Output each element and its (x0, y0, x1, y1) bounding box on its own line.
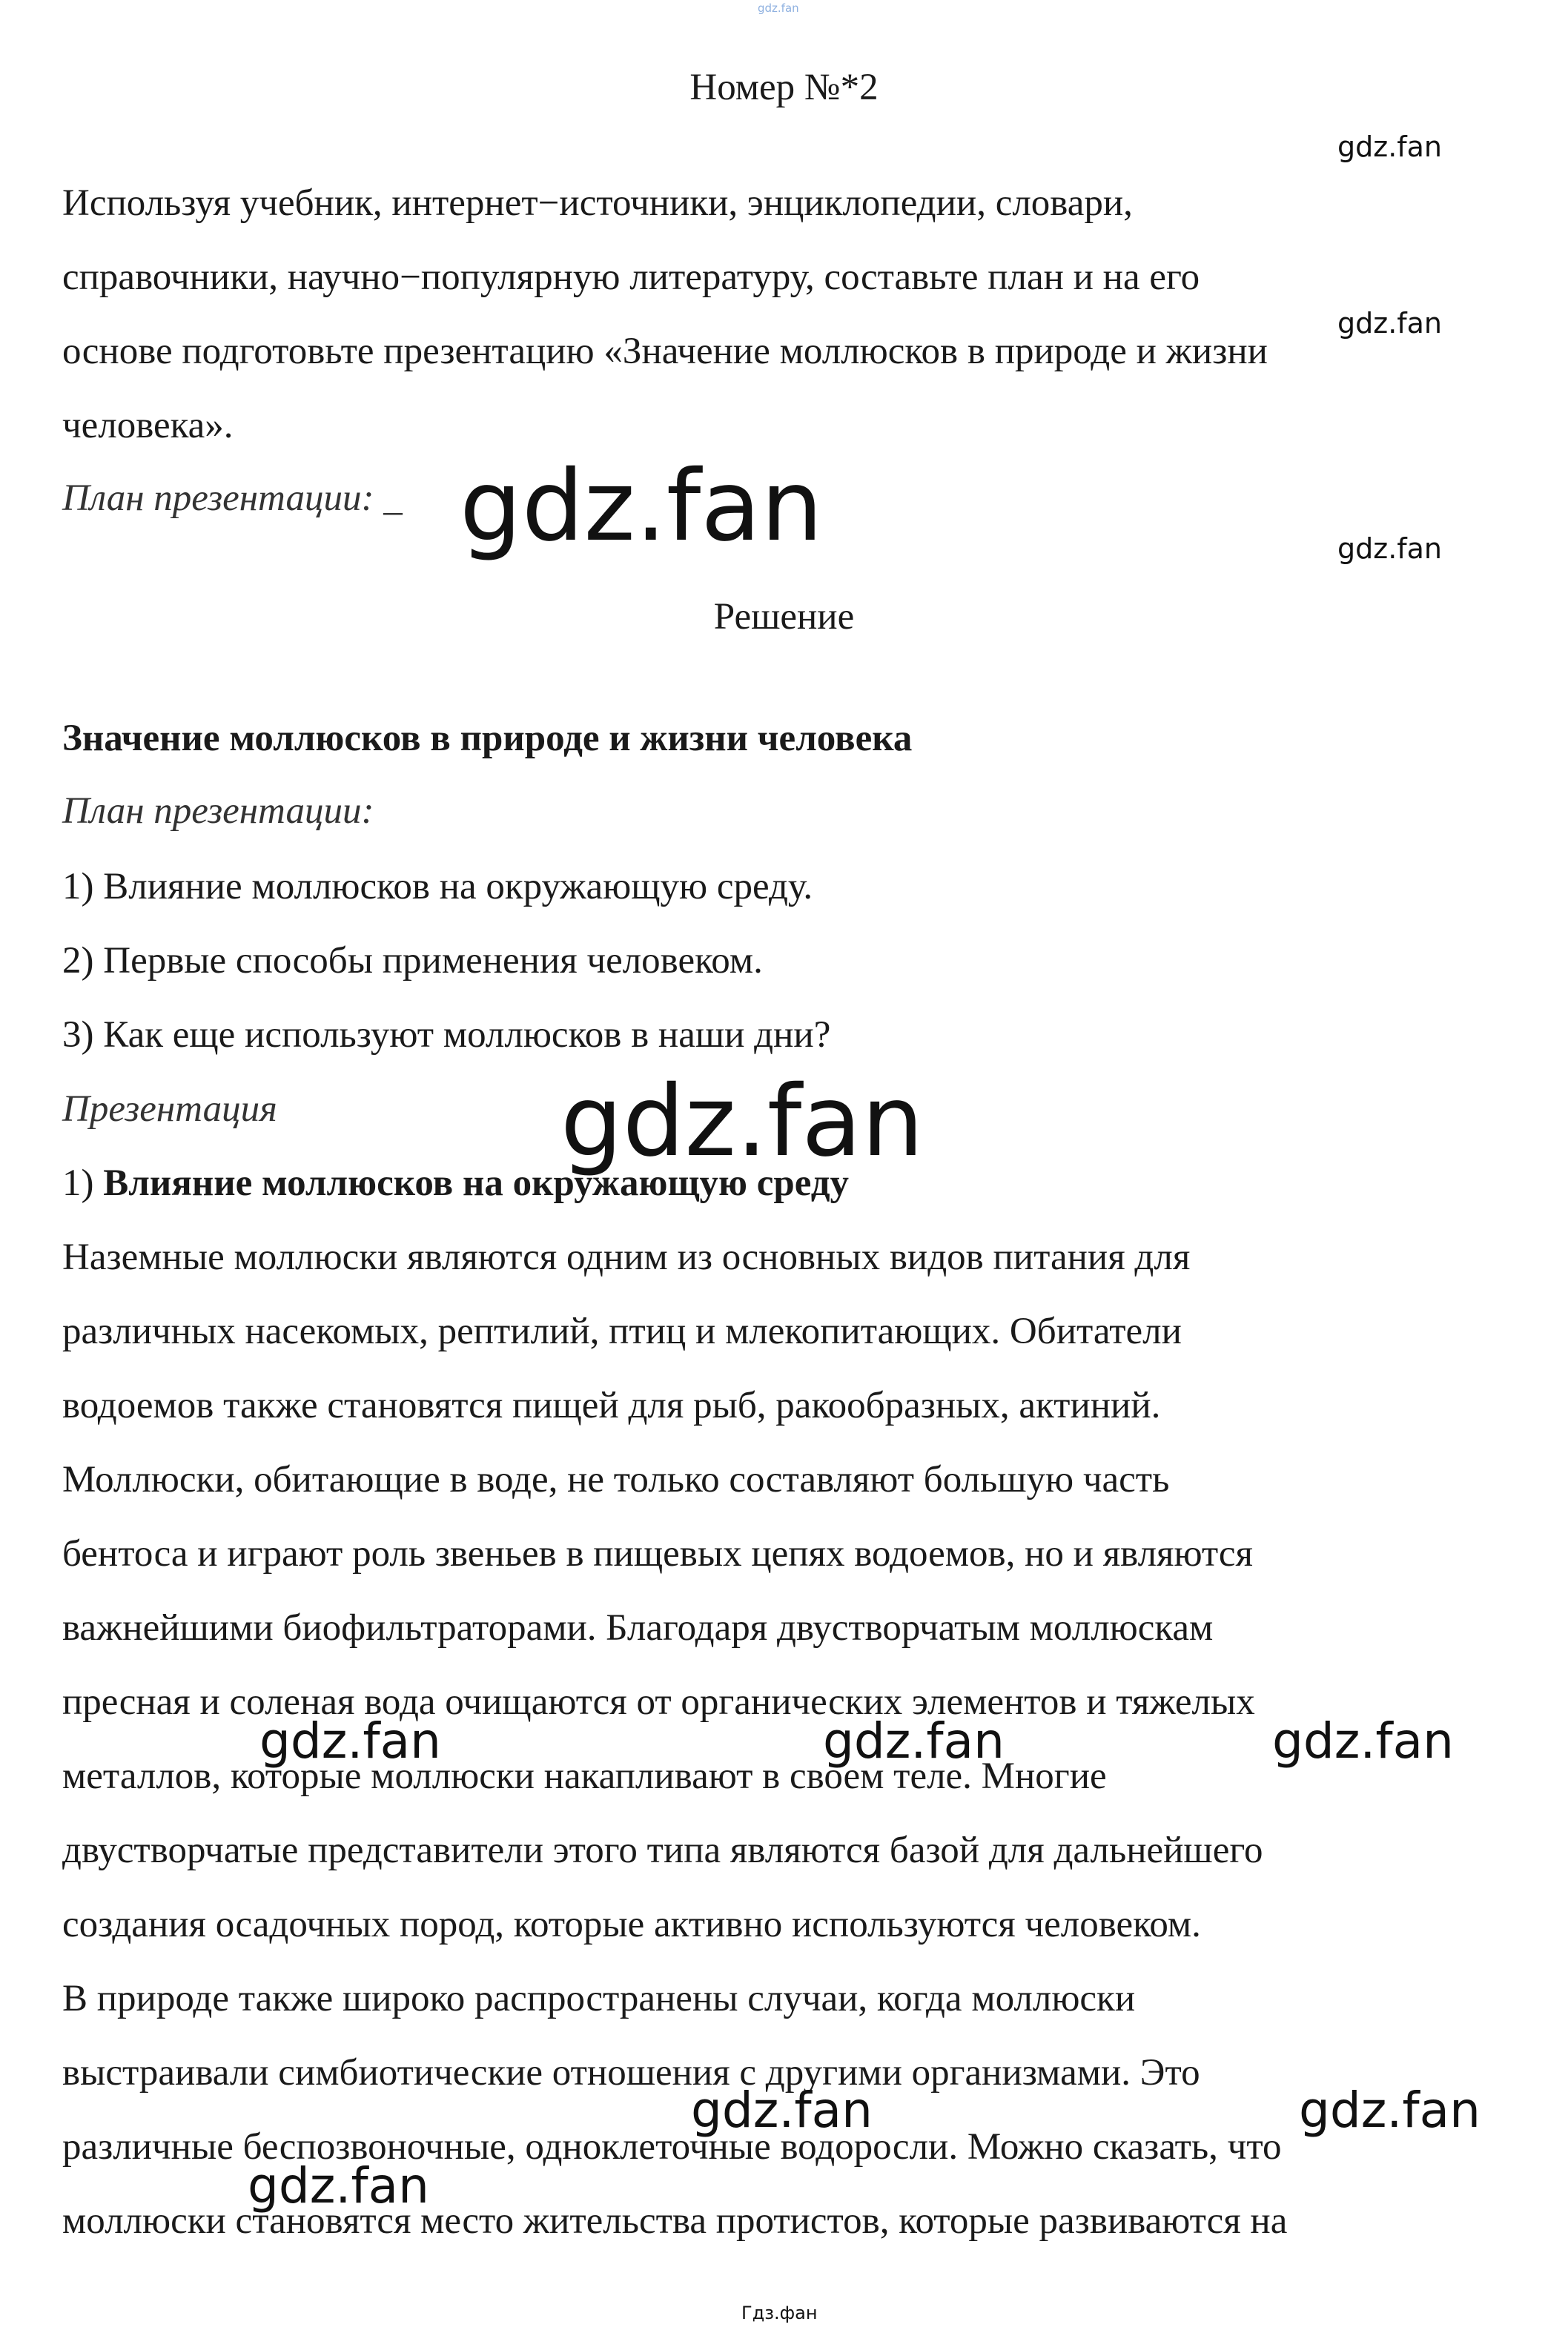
section-1-title: Влияние моллюсков на окружающую среду (103, 1162, 849, 1204)
paragraph-line-3: водоемов также становятся пищей для рыб, ракообразных, актиний. (62, 1385, 1161, 1426)
page-title: Номер №*2 (689, 67, 879, 108)
paragraph-line-12: выстраивали симбиотические отношения с другими организмами. Это (62, 2052, 1200, 2094)
watermark: gdz.fan (1337, 532, 1443, 565)
paragraph-line-1: Наземные моллюски являются одним из основных видов питания для (62, 1237, 1191, 1278)
footer-watermark: Гдз.фан (741, 2303, 818, 2323)
paragraph-line-13: различные беспозвоночные, одноклеточные водоросли. Можно сказать, что (62, 2126, 1282, 2168)
task-line-2: справочники, научно−популярную литературу, составьте план и на его (62, 257, 1200, 298)
watermark: gdz.fan (1299, 2082, 1481, 2139)
section-1-number: 1) (62, 1162, 104, 1204)
presentation-label: Презентация (62, 1088, 277, 1130)
paragraph-line-14: моллюски становятся место жительства протистов, которые развиваются на (62, 2200, 1288, 2242)
paragraph-line-11: В природе также широко распространены случаи, когда моллюски (62, 1978, 1136, 2019)
paragraph-line-9: двустворчатые представители этого типа являются базой для дальнейшего (62, 1830, 1263, 1871)
watermark: gdz.fan (1337, 130, 1443, 163)
plan-item-3: 3) Как еще используют моллюсков в наши дни? (62, 1014, 831, 1056)
plan-item-1: 1) Влияние моллюсков на окружающую среду. (62, 866, 813, 907)
paragraph-line-4: Моллюски, обитающие в воде, не только составляют большую часть (62, 1459, 1170, 1500)
watermark: gdz.fan (691, 2082, 873, 2139)
watermark: gdz.fan (259, 1712, 441, 1770)
paragraph-line-7: пресная и соленая вода очищаются от органических элементов и тяжелых (62, 1681, 1255, 1723)
solution-title: Значение моллюсков в природе и жизни человека (62, 718, 913, 759)
task-line-1: Используя учебник, интернет−источники, энциклопедии, словари, (62, 182, 1133, 224)
watermark-large: gdz.fan (460, 449, 823, 563)
task-line-4: человека». (62, 405, 234, 446)
watermark: gdz.fan (1272, 1712, 1454, 1770)
paragraph-line-5: бентоса и играют роль звеньев в пищевых цепях водоемов, но и являются (62, 1533, 1253, 1575)
solution-heading: Решение (713, 596, 855, 638)
watermark: gdz.fan (248, 2157, 429, 2214)
top-watermark: gdz.fan (758, 1, 799, 15)
watermark-large: gdz.fan (560, 1065, 924, 1179)
task-line-3: основе подготовьте презентацию «Значение моллюсков в природе и жизни (62, 331, 1268, 372)
watermark: gdz.fan (1337, 307, 1443, 340)
paragraph-line-10: создания осадочных пород, которые активно используются человеком. (62, 1904, 1201, 1945)
plan-label: План презентации: (62, 790, 374, 832)
paragraph-line-6: важнейшими биофильтраторами. Благодаря двустворчатым моллюскам (62, 1607, 1214, 1649)
plan-item-2: 2) Первые способы применения человеком. (62, 940, 763, 982)
watermark: gdz.fan (823, 1712, 1005, 1770)
paragraph-line-2: различных насекомых, рептилий, птиц и млекопитающих. Обитатели (62, 1311, 1182, 1352)
task-plan-label: План презентации: _ (62, 477, 403, 519)
paragraph-line-8: металлов, которые моллюски накапливают в своем теле. Многие (62, 1755, 1107, 1797)
